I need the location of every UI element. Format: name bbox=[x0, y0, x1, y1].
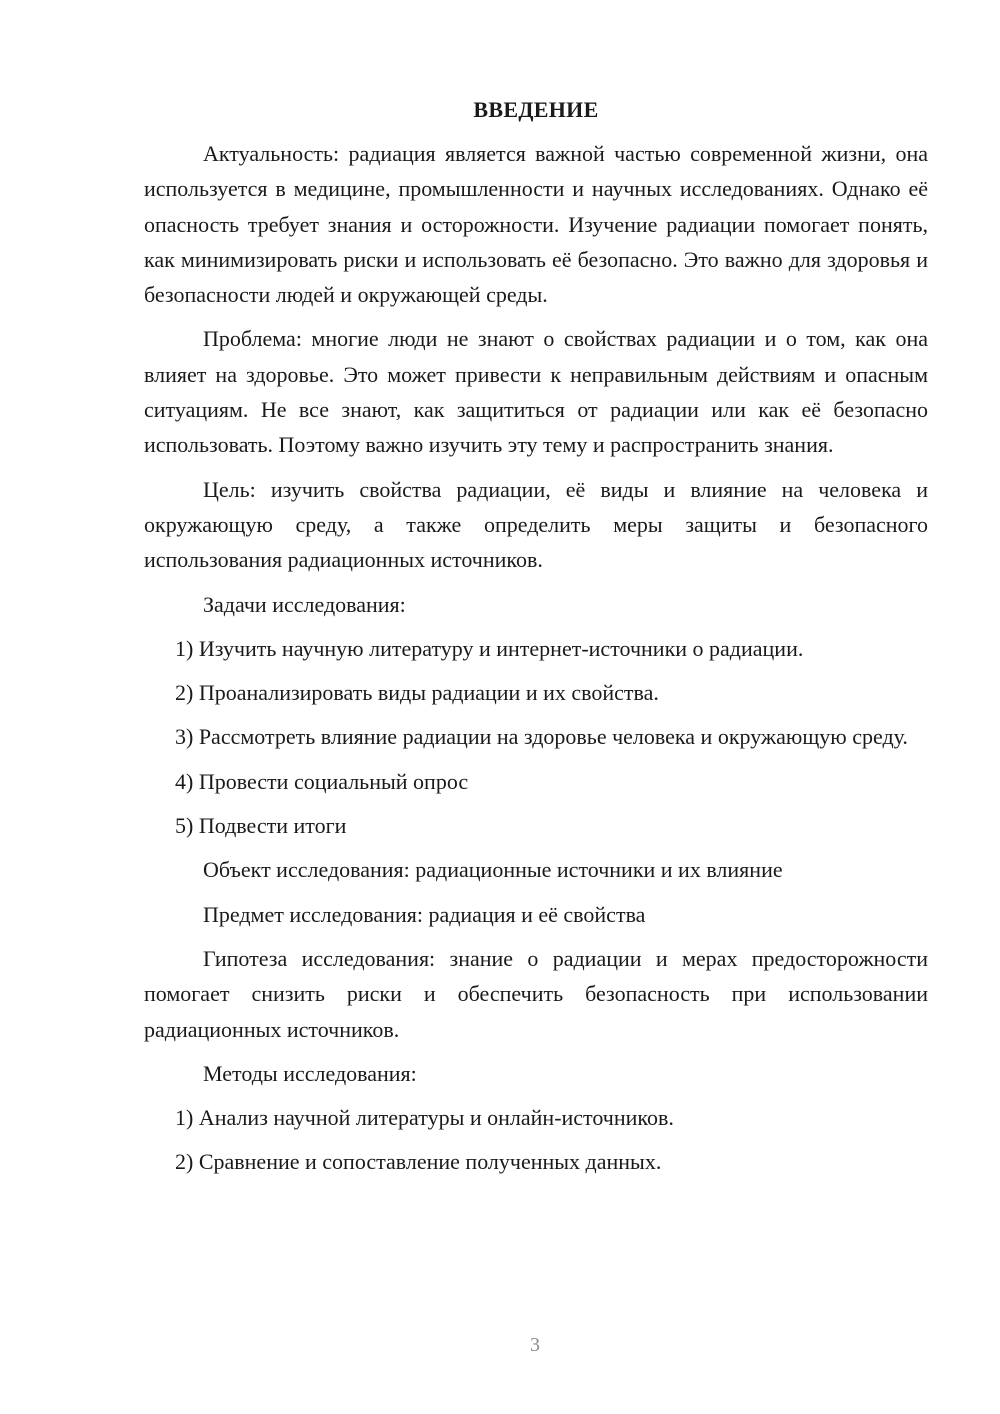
page-number: 3 bbox=[530, 1334, 540, 1356]
methods-heading: Методы исследования: bbox=[203, 1060, 417, 1086]
problem-paragraph: Проблема: многие люди не знают о свойствах радиации и о том, как она влияет на здоровье. Это может привести к неправильным действиям и опасным ситуациям. Не все знают, как защититься от радиации или как её безопасно использовать. Поэтому важно изучить эту тему и распространить знания. bbox=[144, 326, 928, 458]
section-title: ВВЕДЕНИЕ bbox=[473, 97, 599, 122]
task-item: 5) Подвести итоги bbox=[175, 813, 347, 839]
task-item: 4) Провести социальный опрос bbox=[175, 768, 469, 794]
method-item: 2) Сравнение и сопоставление полученных данных. bbox=[175, 1149, 662, 1175]
task-item: 3) Рассмотреть влияние радиации на здоровье человека и окружающую среду. bbox=[175, 724, 908, 750]
task-item: 1) Изучить научную литературу и интернет-источники о радиации. bbox=[175, 635, 804, 661]
hypothesis-paragraph: Гипотеза исследования: знание о радиации и мерах предосторожности помогает снизить риски и обеспечить безопасность при использовании радиационных источников. bbox=[144, 945, 928, 1042]
tasks-heading: Задачи исследования: bbox=[203, 591, 406, 617]
goal-paragraph: Цель: изучить свойства радиации, её виды и влияние на человека и окружающую среду, а также определить меры защиты и безопасного использования радиационных источников. bbox=[144, 476, 928, 573]
subject-paragraph: Предмет исследования: радиация и её свойства bbox=[203, 901, 646, 927]
object-paragraph: Объект исследования: радиационные источники и их влияние bbox=[203, 857, 783, 883]
task-item: 2) Проанализировать виды радиации и их свойства. bbox=[175, 680, 659, 706]
method-item: 1) Анализ научной литературы и онлайн-источников. bbox=[175, 1105, 674, 1131]
relevance-paragraph: Актуальность: радиация является важной частью современной жизни, она используется в медицине, промышленности и научных исследованиях. Однако её опасность требует знания и осторожности. Изучение радиации помогает понять, как минимизировать риски и использовать её безопасно. Это важно для здоровья и безопасности людей и окружающей среды. bbox=[144, 141, 928, 308]
document-page bbox=[144, 96, 928, 1189]
